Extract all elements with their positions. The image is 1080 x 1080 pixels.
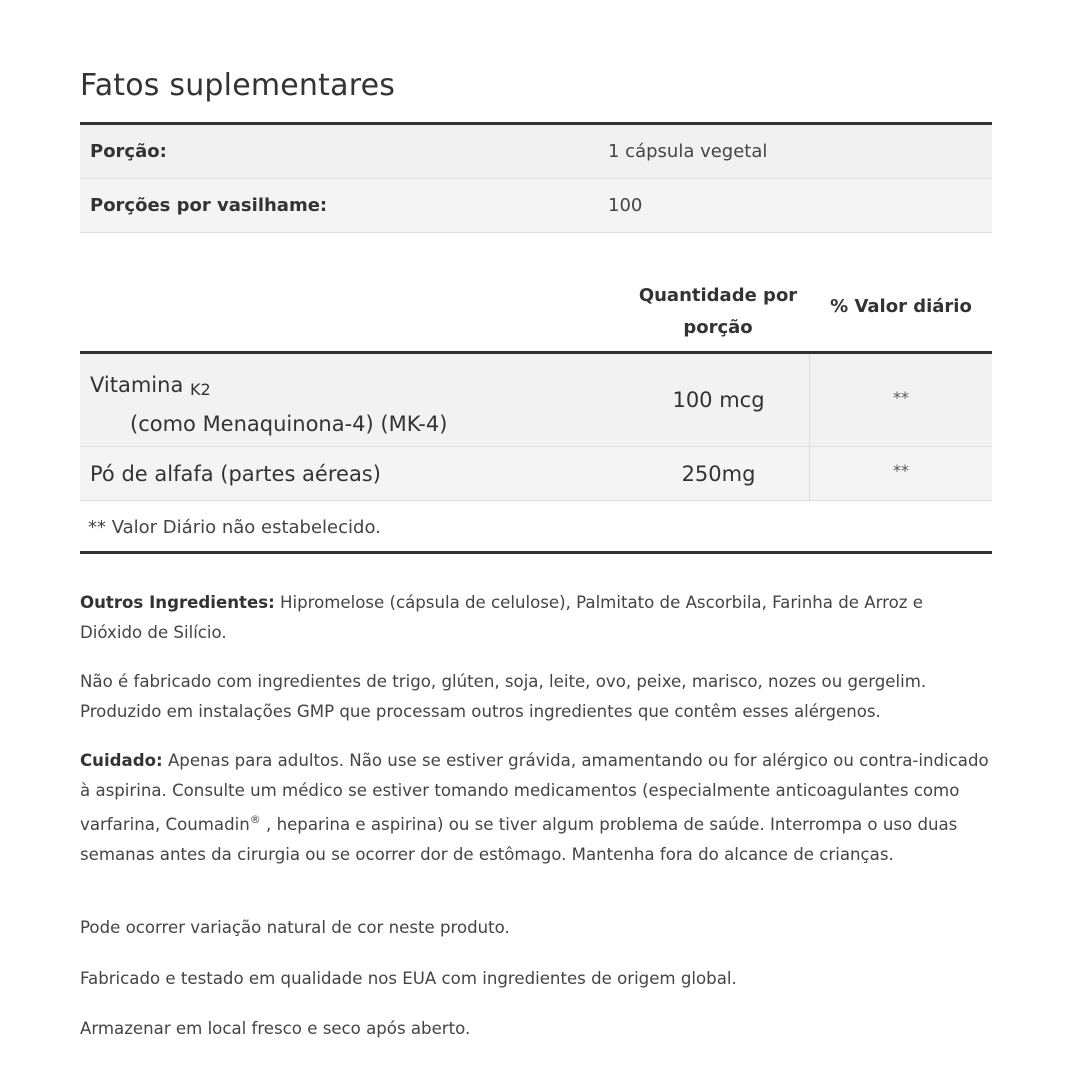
nutrient-daily-value: ** — [809, 354, 992, 446]
daily-value-header: % Valor diário — [830, 296, 972, 317]
nutrient-name: Pó de alfafa (partes aéreas) — [90, 462, 381, 486]
serving-size-row — [80, 125, 992, 179]
caution-label: Cuidado: — [80, 751, 163, 770]
nutrient-name-subscript: K2 — [190, 380, 211, 399]
table-row — [80, 447, 992, 501]
color-variation-paragraph: Pode ocorrer variação natural de cor neste produto. — [80, 918, 510, 937]
allergen-paragraph: Não é fabricado com ingredientes de trigo, glúten, soja, leite, ovo, peixe, marisco, nozes ou gergelim. Produzido em instalações GMP que processam outros ingredientes que contêm esses alérgenos. — [80, 672, 927, 721]
nutrient-amount: 100 mcg — [672, 388, 765, 412]
registered-mark: ® — [249, 813, 261, 826]
nutrient-name-main: Vitamina — [90, 373, 184, 397]
page-title: Fatos suplementares — [80, 68, 396, 103]
amount-header-line1: Quantidade por — [638, 285, 798, 306]
nutrient-name — [80, 354, 628, 446]
serving-size-label: Porção: — [90, 141, 167, 162]
servings-per-container-value: 100 — [608, 195, 643, 216]
nutrient-daily-value: ** — [809, 447, 992, 500]
nutrient-table — [80, 354, 992, 501]
servings-per-container-label: Porções por vasilhame: — [90, 195, 328, 216]
other-ingredients-text: Hipromelose (cápsula de celulose), Palmitato de Ascorbila, Farinha de Arroz e Dióxido de Silício. — [80, 593, 923, 642]
caution-text-a: Apenas para adultos. Não use se estiver grávida, amamentando ou for alérgico ou contra-indicado à aspirina. Consulte um médico se estiver tomando medicamentos (especialmente anticoagulantes como varfarina, Coumadin — [80, 751, 989, 834]
storage-paragraph: Armazenar em local fresco e seco após aberto. — [80, 1019, 471, 1038]
made-in-paragraph: Fabricado e testado em qualidade nos EUA com ingredientes de origem global. — [80, 969, 737, 988]
table-row — [80, 354, 992, 447]
serving-info-table — [80, 122, 992, 233]
servings-per-container-row — [80, 179, 992, 233]
nutrient-table-header — [80, 270, 992, 354]
daily-value-footnote: ** Valor Diário não estabelecido. — [80, 500, 992, 554]
caution-text-b: , heparina e aspirina) ou se tiver algum problema de saúde. Interrompa o uso duas semanas antes da cirurgia ou se ocorrer dor de estômago. Mantenha fora do alcance de crianças. — [80, 815, 958, 864]
nutrient-amount: 250mg — [681, 461, 756, 486]
caution-paragraph — [80, 746, 990, 869]
amount-per-serving-header — [628, 280, 808, 344]
amount-header-line2: porção — [683, 317, 753, 338]
other-ingredients-label: Outros Ingredientes: — [80, 593, 275, 612]
serving-size-value: 1 cápsula vegetal — [608, 141, 768, 162]
other-ingredients-paragraph — [80, 588, 990, 647]
nutrient-name-detail: (como Menaquinona-4) (MK-4) — [130, 412, 448, 436]
